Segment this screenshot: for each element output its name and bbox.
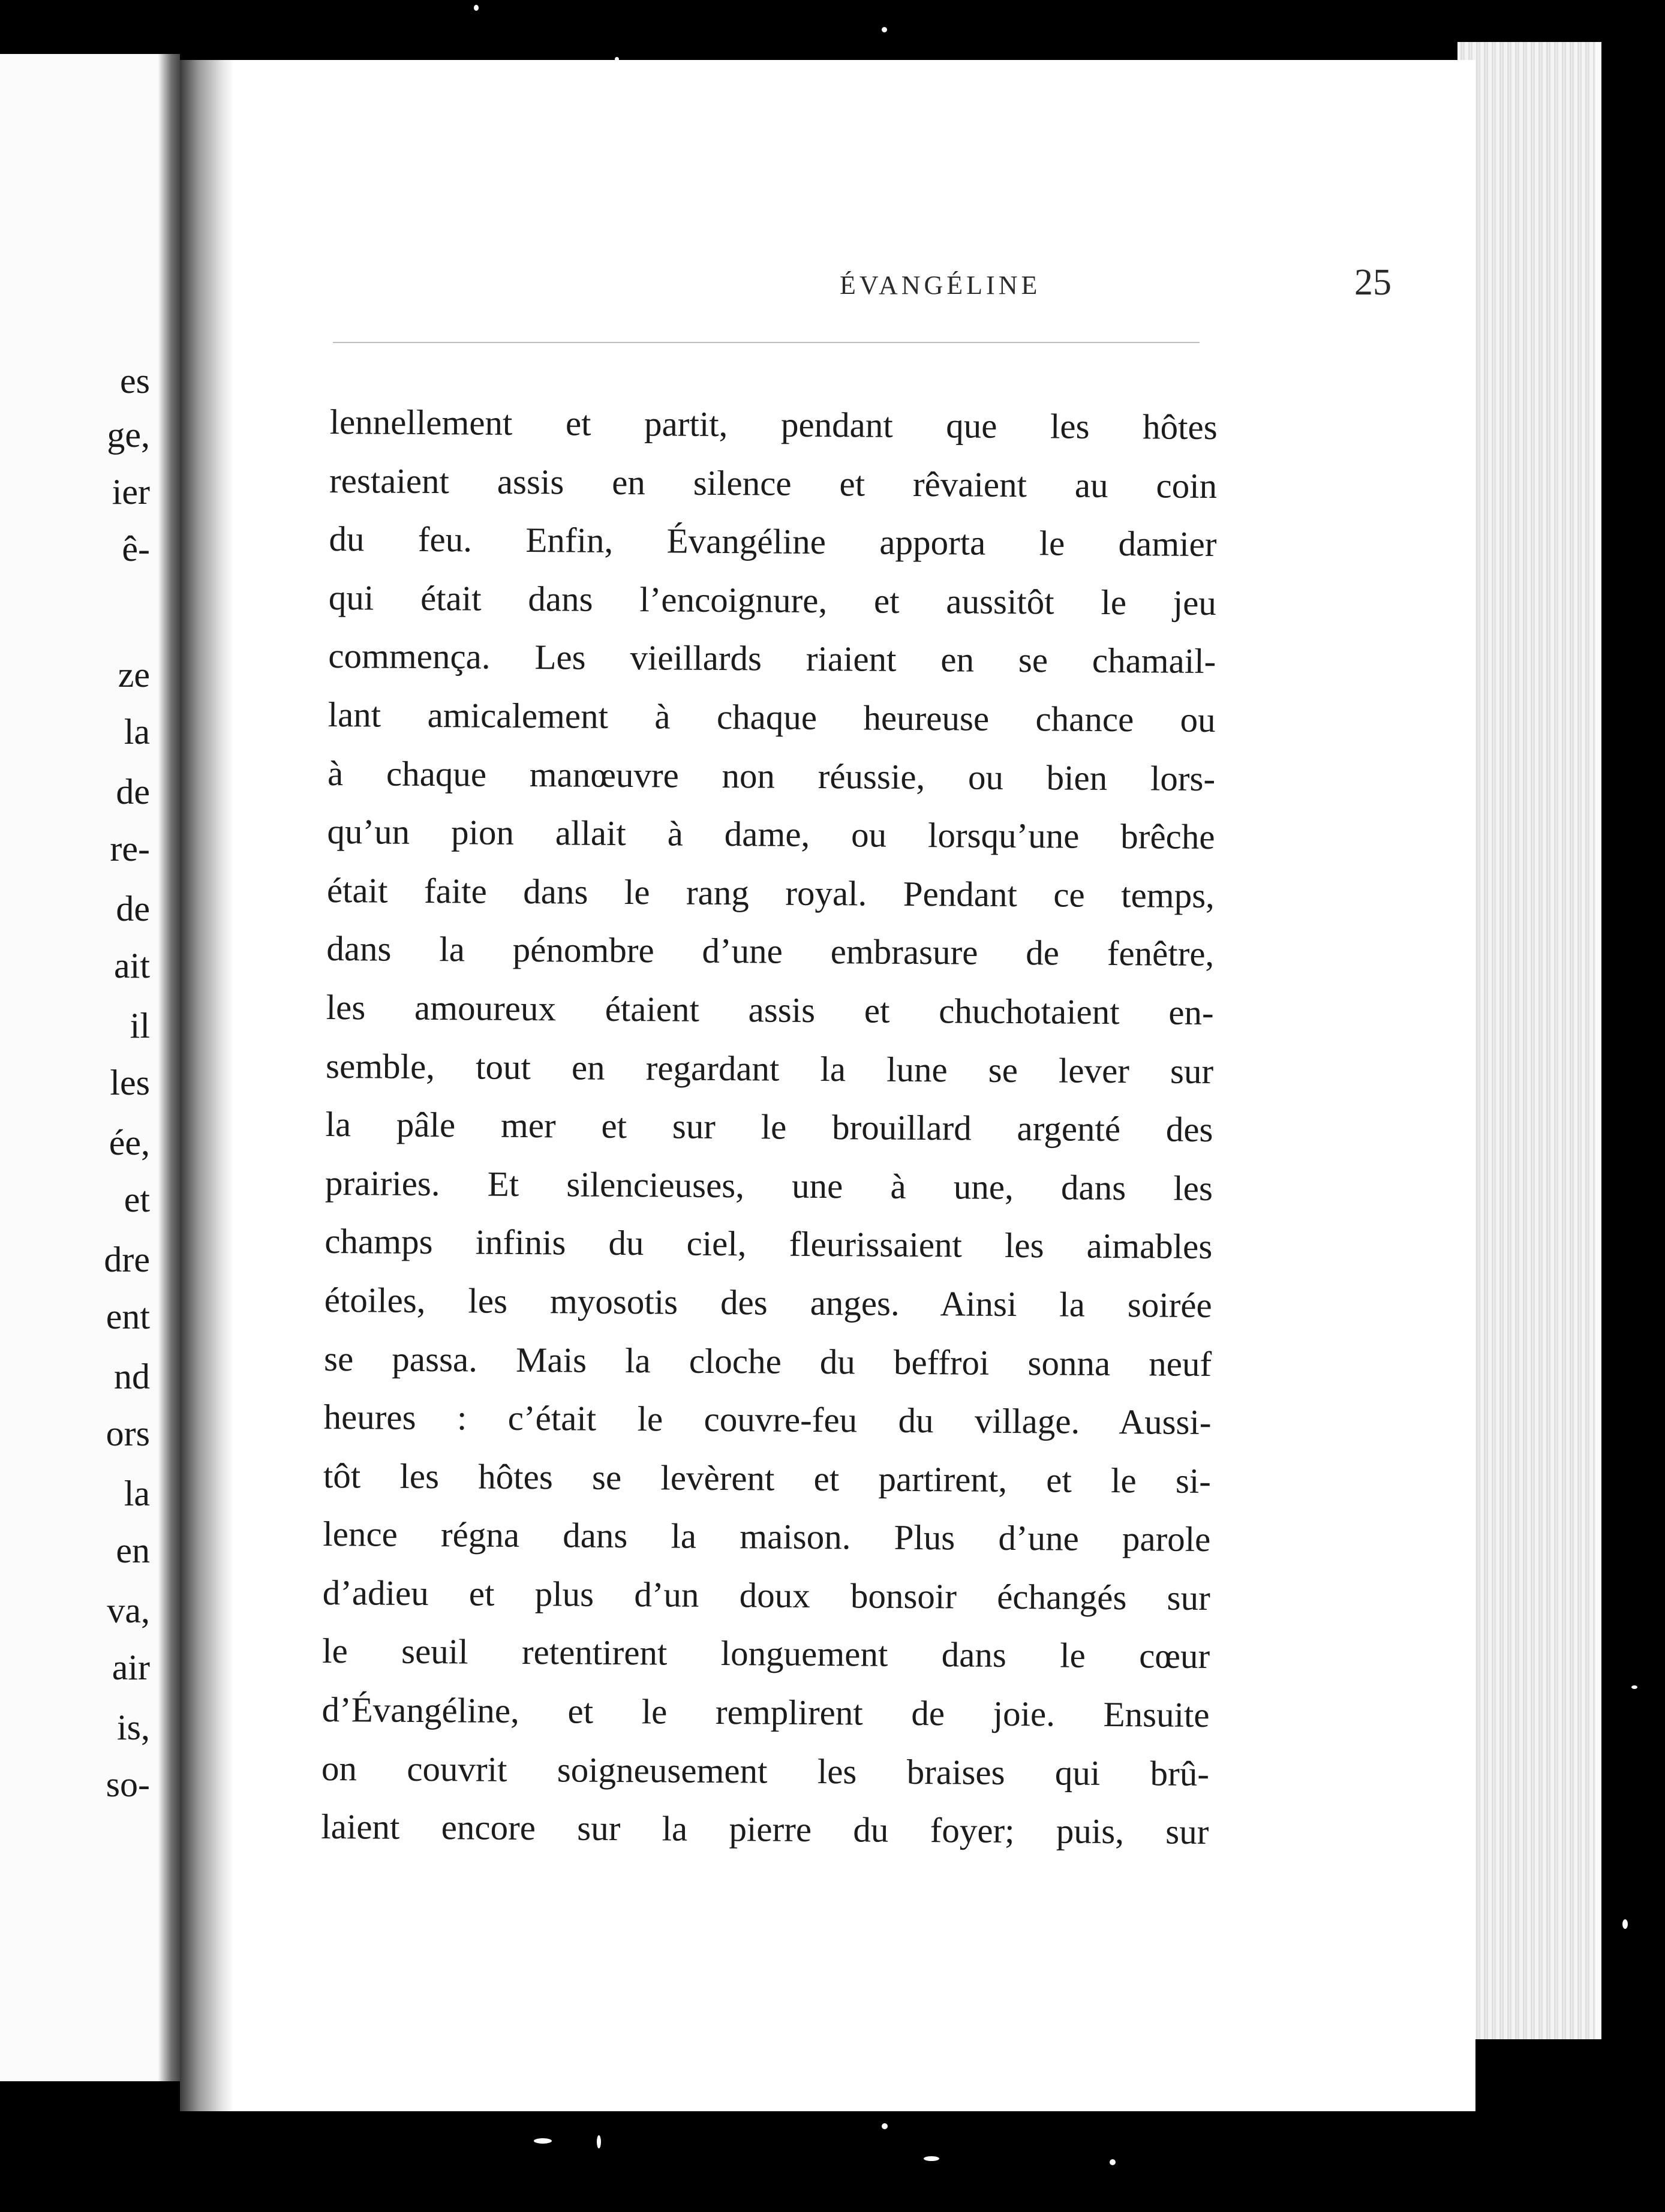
page-edges — [1457, 42, 1601, 2039]
left-page-fragment: ée, — [109, 1123, 150, 1162]
left-page-fragment: de — [116, 772, 150, 812]
text-line: champs infinis du ciel, fleurissaient les aimables — [324, 1221, 1213, 1267]
text-line: qui était dans l’encoignure, et aussitôt le jeu — [328, 577, 1217, 623]
dust-speck — [474, 5, 479, 11]
body-text — [321, 393, 1218, 1862]
left-page-fragment: nd — [114, 1357, 150, 1396]
left-page-fragment: es — [120, 361, 150, 401]
dust-speck — [1110, 2159, 1116, 2165]
right-page — [180, 60, 1475, 2111]
text-line: le seuil retentirent longuement dans le cœur — [321, 1631, 1210, 1676]
left-page-fragment: re- — [110, 829, 150, 868]
text-line: étoiles, les myosotis des anges. Ainsi la soirée — [324, 1279, 1212, 1325]
left-page-fragment: ge, — [107, 415, 150, 455]
text-line: semble, tout en regardant la lune se lever sur — [325, 1045, 1214, 1091]
text-line: la pâle mer et sur le brouillard argenté des — [325, 1104, 1213, 1150]
left-page-fragment: air — [112, 1648, 150, 1687]
text-line: laient encore sur la pierre du foyer; puis, sur — [321, 1807, 1209, 1852]
text-line: commença. Les vieillards riaient en se chamail- — [328, 636, 1216, 681]
header-rule — [333, 342, 1200, 343]
text-line: lence régna dans la maison. Plus d’une parole — [323, 1514, 1211, 1559]
running-head — [660, 258, 1439, 318]
left-page-fragment: il — [130, 1006, 150, 1045]
left-page-fragment: ier — [112, 472, 150, 512]
text-line: lant amicalement à chaque heureuse chance ou — [327, 694, 1216, 740]
left-page-fragment: la — [124, 1474, 150, 1513]
left-page-fragment: dre — [104, 1240, 150, 1279]
text-line: prairies. Et silencieuses, une à une, dans les — [324, 1162, 1213, 1208]
dust-speck — [924, 2156, 939, 2161]
text-line: on couvrit soigneusement les braises qui brû- — [321, 1748, 1210, 1793]
left-page-fragment: de — [116, 889, 150, 928]
left-page-fragment: ze — [118, 655, 150, 695]
left-page-fragment: la — [124, 712, 150, 752]
left-page-fragment: ors — [106, 1414, 150, 1453]
dust-speck — [882, 27, 887, 32]
text-line: heures : c’était le couvre-feu du village. Aussi- — [323, 1397, 1212, 1442]
dust-speck — [597, 2135, 601, 2148]
left-page-fragment: va, — [107, 1591, 150, 1630]
left-page-fragment: is, — [116, 1708, 150, 1747]
dust-speck — [615, 57, 619, 61]
text-line: du feu. Enfin, Évangéline apporta le damier — [329, 519, 1217, 564]
running-title: ÉVANGÉLINE — [840, 271, 1041, 300]
left-page-fragment: so- — [106, 1765, 150, 1804]
text-line: à chaque manœuvre non réussie, ou bien lors- — [327, 753, 1216, 798]
dust-speck — [882, 2123, 888, 2129]
text-line: se passa. Mais la cloche du beffroi sonna neuf — [323, 1338, 1212, 1384]
left-page-fragment: et — [124, 1180, 150, 1219]
text-line: d’Évangéline, et le remplirent de joie. Ensuite — [321, 1690, 1210, 1735]
left-page-fragment: ent — [106, 1297, 150, 1336]
text-line: d’adieu et plus d’un doux bonsoir échangés sur — [322, 1572, 1210, 1618]
dust-speck — [1631, 1685, 1637, 1689]
text-line: les amoureux étaient assis et chuchotaient en- — [326, 987, 1214, 1032]
dust-speck — [1622, 1919, 1628, 1929]
left-page-fragment: ait — [114, 946, 150, 985]
page-number: 25 — [1354, 262, 1391, 303]
left-page-fragment: ê- — [122, 529, 150, 569]
text-line: restaient assis en silence et rêvaient au coin — [329, 460, 1218, 506]
text-line: tôt les hôtes se levèrent et partirent, et le si- — [323, 1455, 1212, 1501]
text-line: qu’un pion allait à dame, ou lorsqu’une brêche — [327, 812, 1215, 857]
text-line: dans la pénombre d’une embrasure de fenêtre, — [326, 928, 1215, 974]
left-page-fragment: en — [116, 1531, 150, 1570]
text-line: lennellement et partit, pendant que les hôtes — [329, 401, 1218, 447]
text-line: était faite dans le rang royal. Pendant ce temps, — [326, 870, 1215, 915]
left-facing-page — [0, 54, 180, 2081]
dust-speck — [534, 2138, 552, 2144]
left-gutter-shadow — [158, 54, 180, 2081]
left-page-fragment: les — [110, 1063, 150, 1102]
spine-shadow — [180, 60, 234, 2111]
